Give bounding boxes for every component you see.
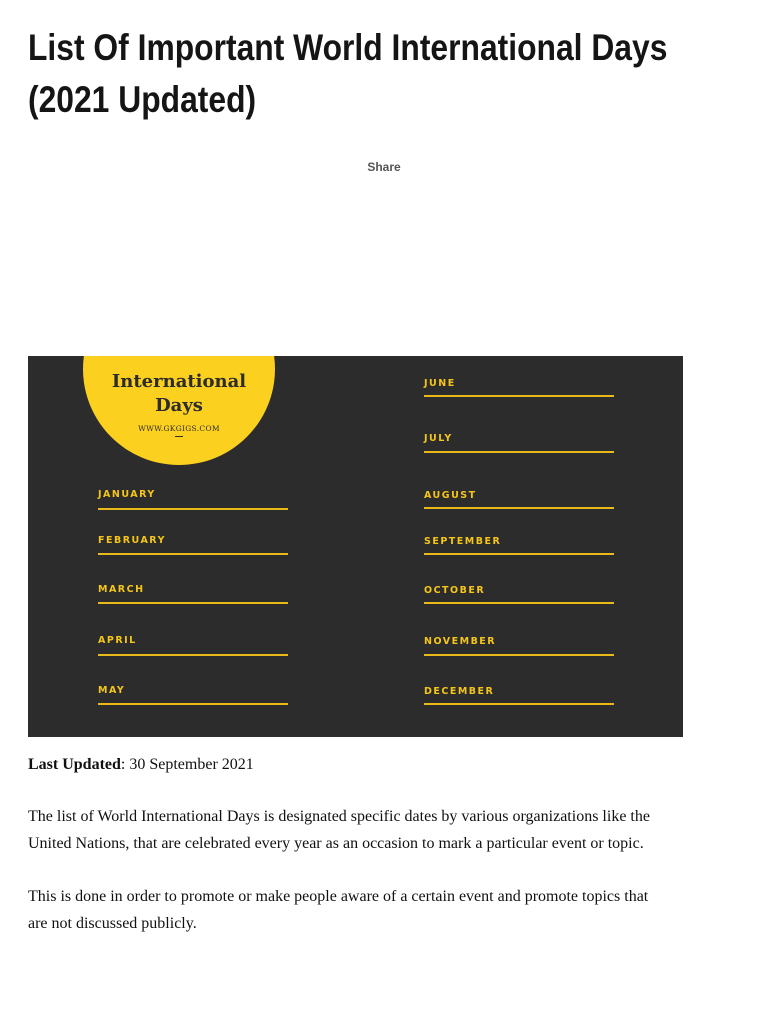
month-line-october xyxy=(424,602,614,604)
month-label-may: MAY xyxy=(98,685,126,696)
month-label-april: APRIL xyxy=(98,635,137,646)
last-updated-line xyxy=(28,751,740,778)
month-line-january xyxy=(98,508,288,510)
month-line-september xyxy=(424,553,614,555)
purpose-paragraph xyxy=(28,883,740,937)
last-updated-label: Last Updated xyxy=(28,756,121,773)
article-title-line-1: List Of Important World International Days xyxy=(28,27,668,68)
intro-paragraph-line-2: United Nations, that are celebrated every year as an occasion to mark a particular event or topic. xyxy=(28,835,644,852)
banner-badge-url: WWW.GKGIGS.COM xyxy=(138,424,220,433)
month-line-march xyxy=(98,602,288,604)
month-label-march: MARCH xyxy=(98,584,145,595)
month-label-september: SEPTEMBER xyxy=(424,536,502,547)
month-line-may xyxy=(98,703,288,705)
month-line-april xyxy=(98,654,288,656)
month-line-july xyxy=(424,451,614,453)
month-label-august: AUGUST xyxy=(424,490,477,501)
purpose-paragraph-line-1: This is done in order to promote or make people aware of a certain event and promote topics that xyxy=(28,888,649,905)
banner-badge-dash xyxy=(175,436,183,437)
month-label-june: JUNE xyxy=(424,378,456,389)
month-label-february: FEBRUARY xyxy=(98,535,166,546)
month-line-august xyxy=(424,507,614,509)
month-line-november xyxy=(424,654,614,656)
share-button[interactable]: Share xyxy=(367,160,401,174)
month-line-february xyxy=(98,553,288,555)
month-label-october: OCTOBER xyxy=(424,585,486,596)
international-days-banner xyxy=(28,356,683,737)
month-label-january: JANUARY xyxy=(98,489,156,500)
month-label-december: DECEMBER xyxy=(424,686,495,697)
month-line-december xyxy=(424,703,614,705)
month-label-july: JULY xyxy=(424,433,453,444)
month-label-november: NOVEMBER xyxy=(424,636,497,647)
purpose-paragraph-line-2: are not discussed publicly. xyxy=(28,915,197,932)
article-title xyxy=(28,22,668,126)
intro-paragraph xyxy=(28,803,740,857)
month-line-june xyxy=(424,395,614,397)
last-updated-value: : 30 September 2021 xyxy=(120,756,254,773)
article-title-line-2: (2021 Updated) xyxy=(28,79,257,120)
intro-paragraph-line-1: The list of World International Days is designated specific dates by various organizations like the xyxy=(28,808,650,825)
banner-badge-title: International Days xyxy=(111,371,247,416)
